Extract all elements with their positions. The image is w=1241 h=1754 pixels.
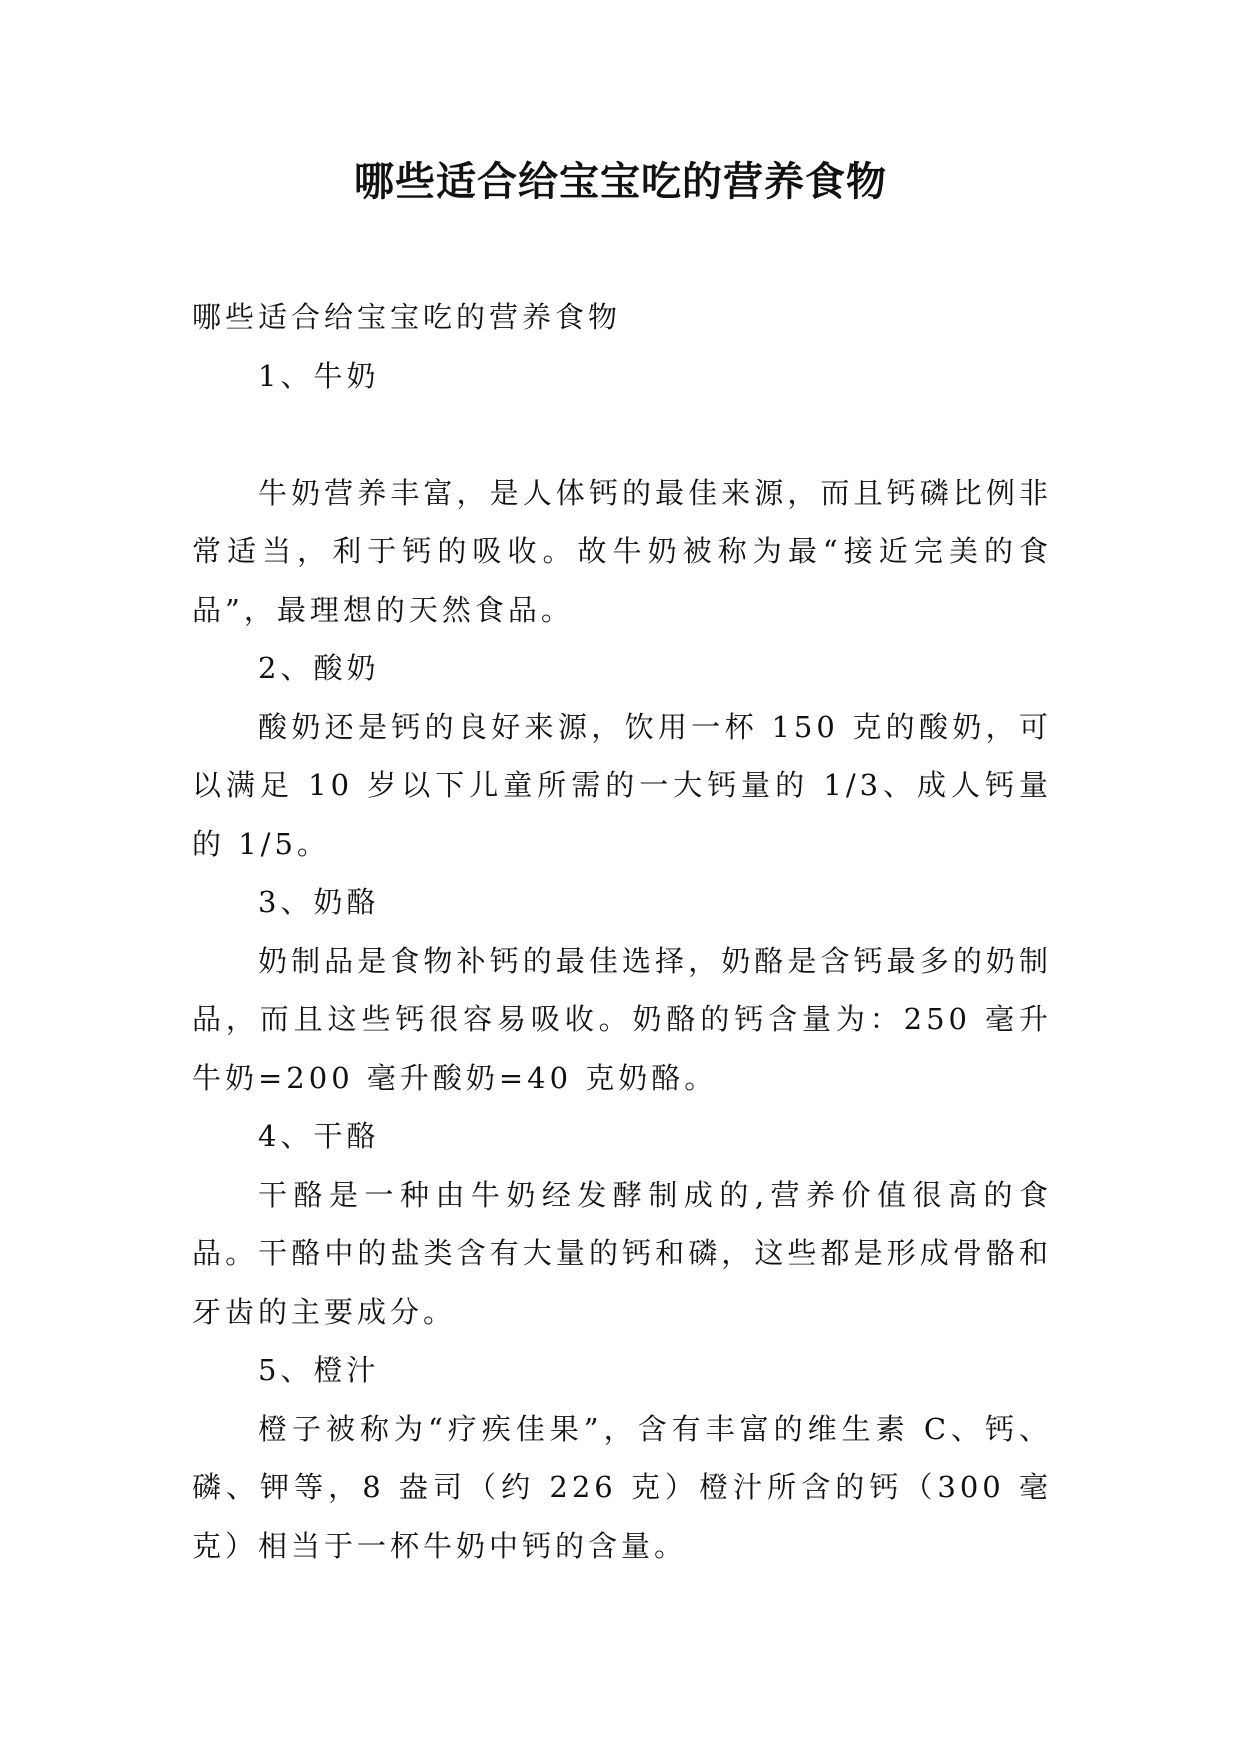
section-text-milk: 牛奶营养丰富，是人体钙的最佳来源，而且钙磷比例非常适当，利于钙的吸收。故牛奶被称为最“接近完美的食品”，最理想的天然食品。 (192, 475, 1052, 627)
section-heading-yogurt: 2、酸奶 (258, 651, 380, 685)
section-heading-cheese: 3、奶酪 (258, 885, 380, 919)
document-body (192, 288, 1052, 1575)
section-text-orange-juice: 橙子被称为“疗疾佳果”，含有丰富的维生素 C、钙、磷、钾等，8 盎司（约 226 克）橙汁所含的钙（300 毫克）相当于一杯牛奶中钙的含量。 (192, 1411, 1052, 1563)
document-title: 哪些适合给宝宝吃的营养食物 (354, 159, 887, 205)
section-heading-orange-juice: 5、橙汁 (258, 1353, 380, 1387)
section-text-yogurt: 酸奶还是钙的良好来源，饮用一杯 150 克的酸奶，可以满足 10 岁以下儿童所需的一大钙量的 1/3、成人钙量的 1/5。 (192, 709, 1052, 861)
section-text-cheese: 奶制品是食物补钙的最佳选择，奶酪是含钙最多的奶制品，而且这些钙很容易吸收。奶酪的钙含量为：250 毫升牛奶=200 毫升酸奶=40 克奶酪。 (192, 943, 1052, 1095)
intro-line: 哪些适合给宝宝吃的营养食物 (192, 300, 622, 334)
section-text-dry-cheese: 干酪是一种由牛奶经发酵制成的,营养价值很高的食品。干酪中的盐类含有大量的钙和磷，这些都是形成骨骼和牙齿的主要成分。 (192, 1177, 1052, 1329)
section-heading-dry-cheese: 4、干酪 (258, 1119, 380, 1153)
section-heading-milk: 1、牛奶 (258, 358, 380, 393)
blank-line (192, 405, 1052, 464)
